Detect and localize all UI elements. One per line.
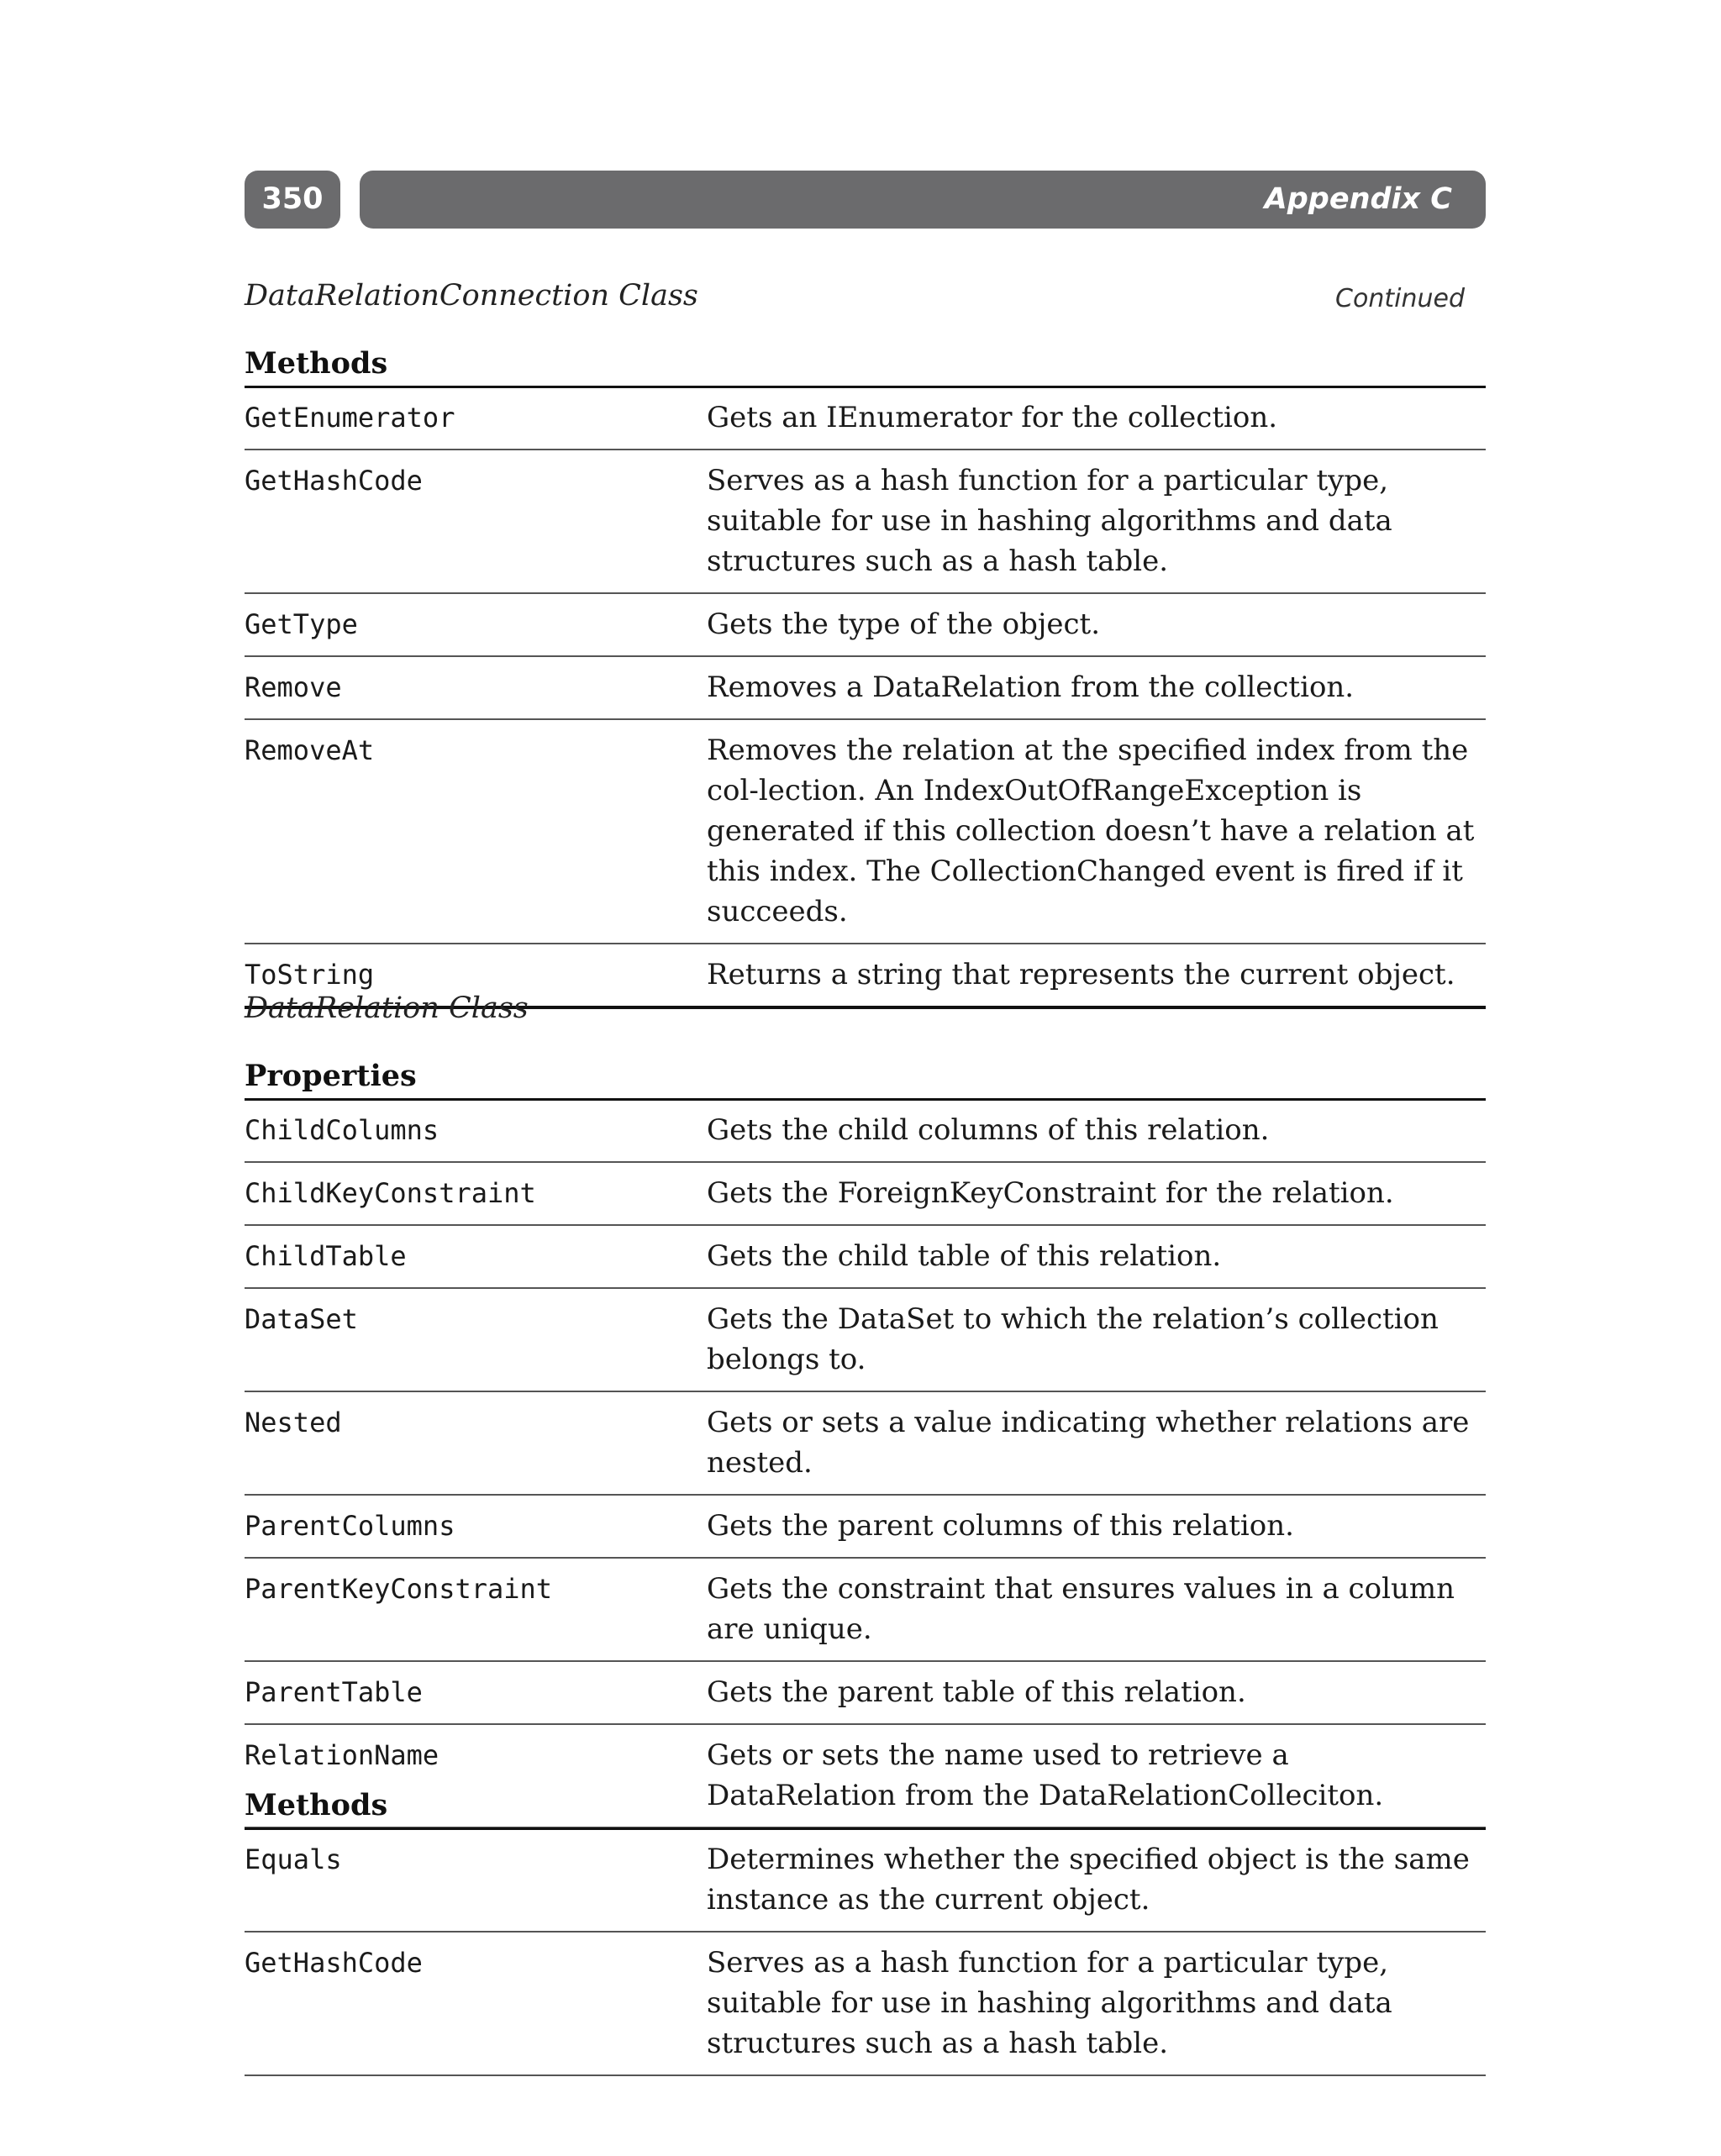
member-description: Gets the type of the object. [707,593,1486,656]
table-row [245,1829,1486,1932]
continued-label: Continued [1335,284,1465,313]
methods-table-2 [245,1829,1486,2076]
member-description: Gets the parent columns of this relation. [707,1495,1486,1558]
member-name: GetHashCode [245,1932,707,2075]
table-row [245,1558,1486,1661]
member-name: ToString [245,944,707,1007]
table-row [245,1391,1486,1495]
member-name: ChildKeyConstraint [245,1162,707,1225]
table-row [245,1495,1486,1558]
methods-heading: Methods [245,346,1486,388]
member-description: Returns a string that represents the current object. [707,944,1486,1007]
table-row [245,450,1486,593]
member-description: Gets an IEnumerator for the collection. [707,387,1486,450]
member-description: Gets or sets the name used to retrieve a DataRelation from the DataRelationColleciton. [707,1724,1486,1827]
member-description: Gets the parent table of this relation. [707,1661,1486,1724]
methods-heading-2: Methods [245,1788,1486,1830]
table-row [245,1932,1486,2075]
properties-table [245,1100,1486,1828]
member-name: GetEnumerator [245,387,707,450]
table-row [245,1162,1486,1225]
member-name: GetHashCode [245,450,707,593]
member-name: ParentColumns [245,1495,707,1558]
table-row [245,719,1486,944]
member-name: RemoveAt [245,719,707,944]
member-name: ChildColumns [245,1100,707,1162]
member-name: Nested [245,1391,707,1495]
table-row [245,593,1486,656]
table-row [245,387,1486,450]
member-description: Gets the constraint that ensures values in a column are unique. [707,1558,1486,1661]
member-description: Removes a DataRelation from the collection. [707,656,1486,719]
member-description: Gets the DataSet to which the relation’s collection belongs to. [707,1288,1486,1391]
member-description: Removes the relation at the specified index from the col-lection. An IndexOutOfRangeException is generated if this collection doesn’t have a relation at this index. The CollectionChanged event is fired if it succeeds. [707,719,1486,944]
member-name: RelationName [245,1724,707,1827]
member-description: Gets the child columns of this relation. [707,1100,1486,1162]
page-header [245,171,1486,229]
member-name: ParentTable [245,1661,707,1724]
member-description: Determines whether the specified object is the same instance as the current object. [707,1829,1486,1932]
member-name: Remove [245,656,707,719]
table-row [245,1661,1486,1724]
member-name: ChildTable [245,1225,707,1288]
table-row [245,1288,1486,1391]
properties-heading: Properties [245,1059,1486,1101]
member-name: DataSet [245,1288,707,1391]
member-description: Serves as a hash function for a particular type, suitable for use in hashing algorithms and data structures such as a hash table. [707,450,1486,593]
page-number: 350 [245,171,340,229]
table-caption-datarelation: DataRelation Class [245,991,529,1025]
member-name: ParentKeyConstraint [245,1558,707,1661]
table-row [245,1225,1486,1288]
table-caption-datarelationconnection: DataRelationConnection Class [245,279,698,313]
member-description: Serves as a hash function for a particular type, suitable for use in hashing algorithms and data structures such as a hash table. [707,1932,1486,2075]
member-description: Gets the child table of this relation. [707,1225,1486,1288]
member-name: GetType [245,593,707,656]
table-row [245,1100,1486,1162]
member-name: Equals [245,1829,707,1932]
member-description: Gets or sets a value indicating whether relations are nested. [707,1391,1486,1495]
member-description: Gets the ForeignKeyConstraint for the relation. [707,1162,1486,1225]
table-row [245,656,1486,719]
methods-table-1 [245,387,1486,1009]
running-head: Appendix C [360,171,1486,229]
